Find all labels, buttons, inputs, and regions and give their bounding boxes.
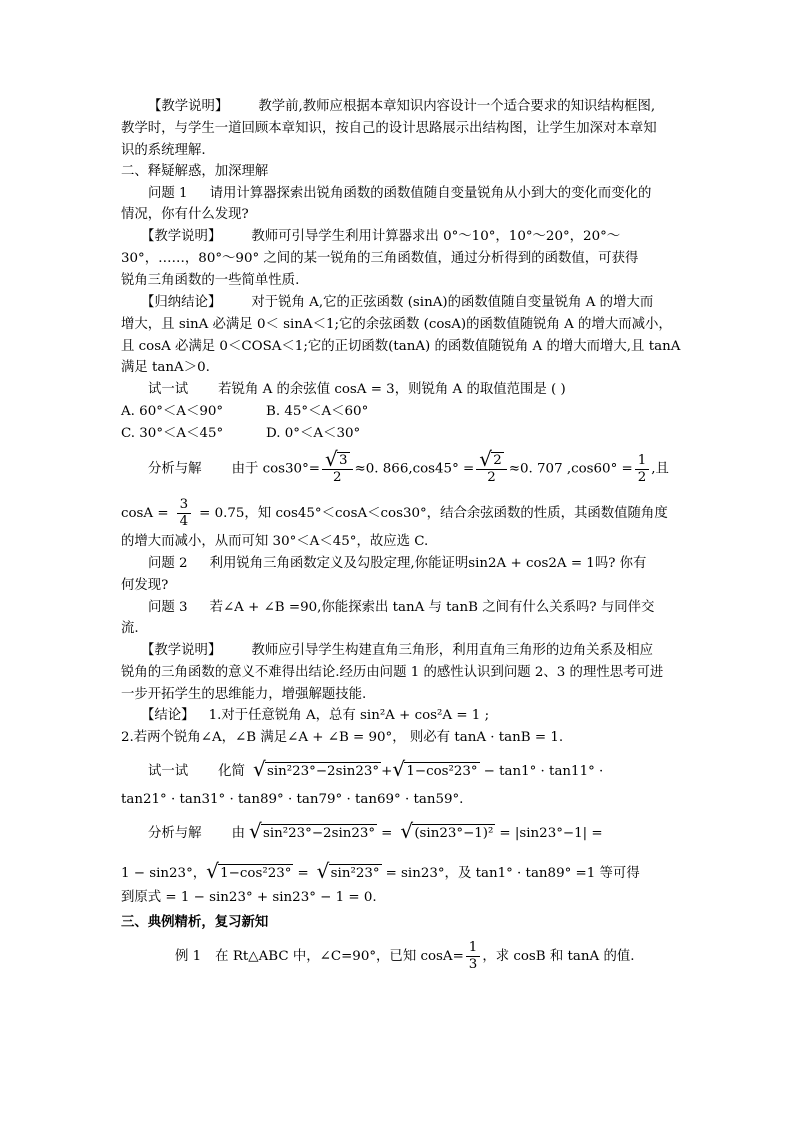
question-1-label: 问题 1: [148, 186, 188, 201]
question-2: 问题 2 利用锐角三角函数定义及勾股定理,你能证明sin2A + cos2A = 1吗? 你有: [148, 556, 647, 571]
try-it-2-label: 试一试: [148, 764, 189, 779]
teaching-note-1-line2: 教学时，与学生一道回顾本章知识，按自己的设计思路展示出结构图，让学生加深对本章知: [121, 121, 657, 136]
analysis-1-line3: 的增大而减小，从而可知 30°＜A＜45°，故应选 C.: [121, 534, 429, 549]
conclusion: 【结论】 1.对于任意锐角 A，总有 sin²A + cos²A = 1 ;: [141, 708, 490, 723]
induction-line2: 增大，且 sinA 必满足 0＜ sinA＜1;它的余弦函数 (cosA)的函数值随锐角 A 的增大而减小，: [121, 317, 672, 332]
teaching-note-2-tag: 【教学说明】: [141, 229, 222, 244]
fraction-1-over-2: $\frac{1}{2}$: [635, 453, 650, 486]
teaching-note-3-line3: 一步开拓学生的思维能力，增强解题技能.: [121, 687, 367, 702]
teaching-note-1: 【教学说明】 教学前,教师应根据本章知识内容设计一个适合要求的知识结构框图,: [148, 99, 656, 114]
induction-line4: 满足 tanA＞0.: [121, 360, 210, 375]
radical-6: √ sin²23°: [316, 859, 380, 883]
option-c: C. 30°＜A＜45°: [121, 426, 224, 441]
section-3-title: 三、典例精析，复习新知: [121, 914, 269, 930]
question-3: 问题 3 若∠A + ∠B =90,你能探索出 tanA 与 tanB 之间有什么关系吗? 与同伴交: [148, 600, 655, 615]
question-3-label: 问题 3: [148, 600, 188, 615]
teaching-note-2-line3: 锐角三角函数的一些简单性质.: [121, 273, 300, 288]
teaching-note-3: 【教学说明】 教师应引导学生构建直角三角形，利用直角三角形的边角关系及相应: [141, 643, 654, 658]
fraction-3-over-4: $\frac{3}{4}$: [177, 497, 192, 530]
radical-3: √ sin²23°−2sin23°: [248, 819, 376, 843]
teaching-note-3-tag: 【教学说明】: [141, 643, 222, 658]
try-it-2-line2: tan21° · tan31° · tan89° · tan79° · tan69° · tan59°.: [121, 792, 464, 807]
analysis-2-label: 分析与解: [148, 826, 202, 841]
example-1-label: 例 1: [175, 949, 202, 964]
question-1-line2: 情况，你有什么发现?: [121, 207, 249, 222]
example-1: 例 1 在 Rt△ABC 中，∠C=90°，已知 cosA= $\frac{1}{3}$ ，求 cosB 和 tanA 的值.: [175, 940, 635, 972]
analysis-1-label: 分析与解: [148, 461, 202, 477]
teaching-note-tag: 【教学说明】: [148, 99, 229, 114]
try-it-1: 试一试 若锐角 A 的余弦值 cosA = 3，则锐角 A 的取值范围是 ( ): [148, 382, 566, 397]
fraction-sqrt2-over-2: √ 2 2: [476, 452, 507, 486]
try-it-1-label: 试一试: [148, 382, 189, 397]
option-b: B. 45°＜A＜60°: [266, 404, 369, 419]
fraction-1-over-3: $\frac{1}{3}$: [466, 940, 481, 973]
analysis-1: 分析与解 由于 cos30°= √ 3 2 ≈0. 866,cos45° = √ 2 2 ≈0. 707 ,cos60° = $\frac{1}{2}$ ,且: [148, 447, 669, 485]
induction-line3: 且 cosA 必满足 0＜COSA＜1;它的正切函数(tanA) 的函数值随锐角 A 的增大而增大,且 tanA: [121, 339, 681, 354]
section-2-title: 二、释疑解惑，加深理解: [121, 164, 269, 179]
radical-5: √ 1−cos²23°: [206, 859, 292, 883]
option-a: A. 60°＜A＜90°: [121, 404, 224, 419]
analysis-1-line2: cosA = $\frac{3}{4}$ = 0.75，知 cos45°＜cosA＜cos30°，结合余弦函数的性质，其函数值随角度: [121, 497, 668, 529]
radical-4: √ (sin23°−1)²: [400, 819, 494, 843]
teaching-note-3-line2: 锐角的三角函数的意义不难得出结论.经历由问题 1 的感性认识到问题 2、3 的理性思考可进: [121, 665, 664, 680]
question-2-label: 问题 2: [148, 556, 188, 571]
induction-tag: 【归纳结论】: [141, 295, 222, 310]
analysis-2-line2: 1 − sin23°， √ 1−cos²23° = √ sin²23° = sin23°，及 tan1° · tan89° =1 等可得: [121, 859, 640, 883]
question-3-line2: 流.: [121, 621, 139, 636]
question-2-line2: 何发现?: [121, 578, 169, 593]
teaching-note-1-line3: 识的系统理解.: [121, 143, 206, 158]
try-it-2: 试一试 化简 √ sin²23°−2sin23° + √ 1−cos²23° − tan1° · tan11° ·: [148, 757, 604, 781]
analysis-2: 分析与解 由 √ sin²23°−2sin23° = √ (sin23°−1)² = |sin23°−1| =: [148, 819, 603, 843]
question-1: 问题 1 请用计算器探索出锐角函数的函数值随自变量锐角从小到大的变化而变化的: [148, 186, 652, 201]
conclusion-line2: 2.若两个锐角∠A，∠B 满足∠A + ∠B = 90°， 则必有 tanA · tanB = 1.: [121, 730, 564, 745]
radical-1: √ sin²23°−2sin23°: [252, 757, 380, 781]
analysis-2-line3: 到原式 = 1 − sin23° + sin23° − 1 = 0.: [121, 890, 377, 905]
radical-2: √ 1−cos²23°: [392, 757, 478, 781]
induction-conclusion: 【归纳结论】 对于锐角 A,它的正弦函数 (sinA)的函数值随自变量锐角 A 的增大而: [141, 295, 654, 310]
teaching-note-2: 【教学说明】 教师可引导学生利用计算器求出 0°～10°，10°～20°，20°～: [141, 229, 621, 244]
teaching-note-2-line2: 30°，……，80°～90° 之间的某一锐角的三角函数值，通过分析得到的函数值，可获得: [121, 251, 639, 266]
conclusion-tag: 【结论】: [141, 708, 195, 723]
fraction-sqrt3-over-2: √ 3 2: [322, 452, 353, 486]
option-d: D. 0°＜A＜30°: [266, 426, 361, 441]
